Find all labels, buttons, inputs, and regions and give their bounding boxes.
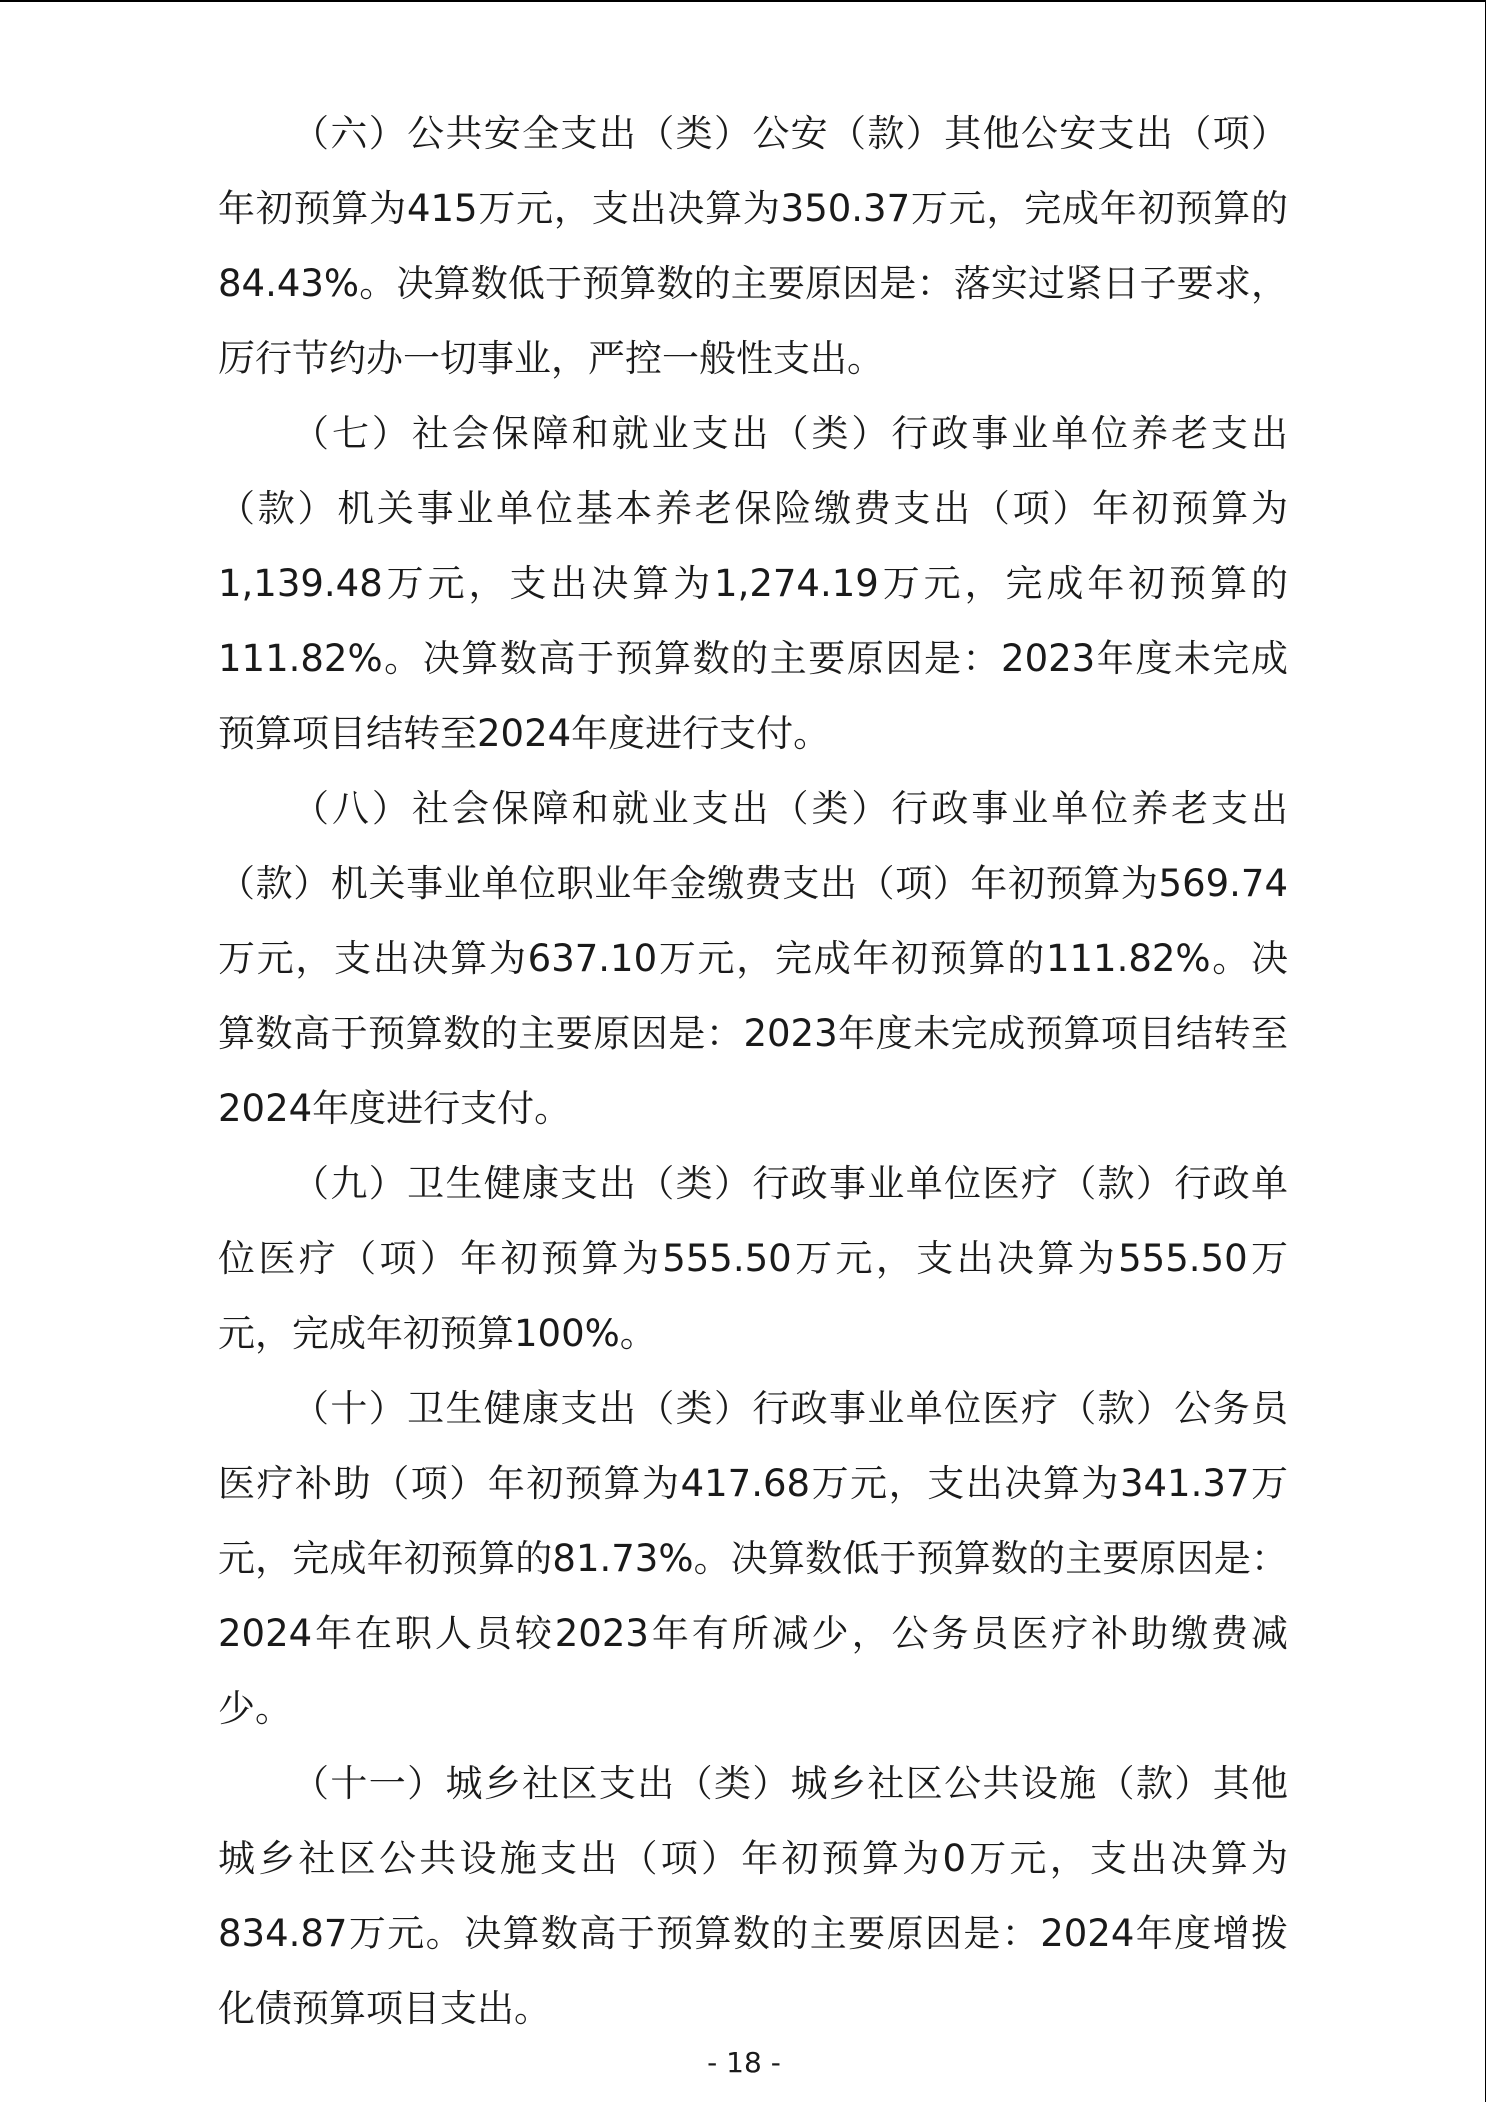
paragraph-administrative-medical: （九）卫生健康支出（类）行政事业单位医疗（款）行政单位医疗（项）年初预算为555.50万元，支出决算为555.50万元，完成年初预算100%。	[218, 1162, 1288, 1355]
document-body	[218, 96, 1288, 2046]
paragraph-basic-pension: （七）社会保障和就业支出（类）行政事业单位养老支出（款）机关事业单位基本养老保险缴费支出（项）年初预算为1,139.48万元，支出决算为1,274.19万元，完成年初预算的111.82%。决算数高于预算数的主要原因是：2023年度未完成预算项目结转至2024年度进行支付。	[218, 412, 1288, 755]
paragraph-community-facilities: （十一）城乡社区支出（类）城乡社区公共设施（款）其他城乡社区公共设施支出（项）年初预算为0万元，支出决算为834.87万元。决算数高于预算数的主要原因是：2024年度增拨化债预算项目支出。	[218, 1762, 1288, 2030]
page-number: - 18 -	[707, 2046, 781, 2079]
paragraph-civil-servant-medical-subsidy: （十）卫生健康支出（类）行政事业单位医疗（款）公务员医疗补助（项）年初预算为417.68万元，支出决算为341.37万元，完成年初预算的81.73%。决算数低于预算数的主要原因是：2024年在职人员较2023年有所减少，公务员医疗补助缴费减少。	[218, 1387, 1288, 1730]
paragraph-occupational-annuity: （八）社会保障和就业支出（类）行政事业单位养老支出（款）机关事业单位职业年金缴费支出（项）年初预算为569.74万元，支出决算为637.10万元，完成年初预算的111.82%。决算数高于预算数的主要原因是：2023年度未完成预算项目结转至2024年度进行支付。	[218, 787, 1288, 1130]
paragraph-public-security: （六）公共安全支出（类）公安（款）其他公安支出（项）年初预算为415万元，支出决算为350.37万元，完成年初预算的84.43%。决算数低于预算数的主要原因是：落实过紧日子要求，厉行节约办一切事业，严控一般性支出。	[218, 112, 1288, 380]
